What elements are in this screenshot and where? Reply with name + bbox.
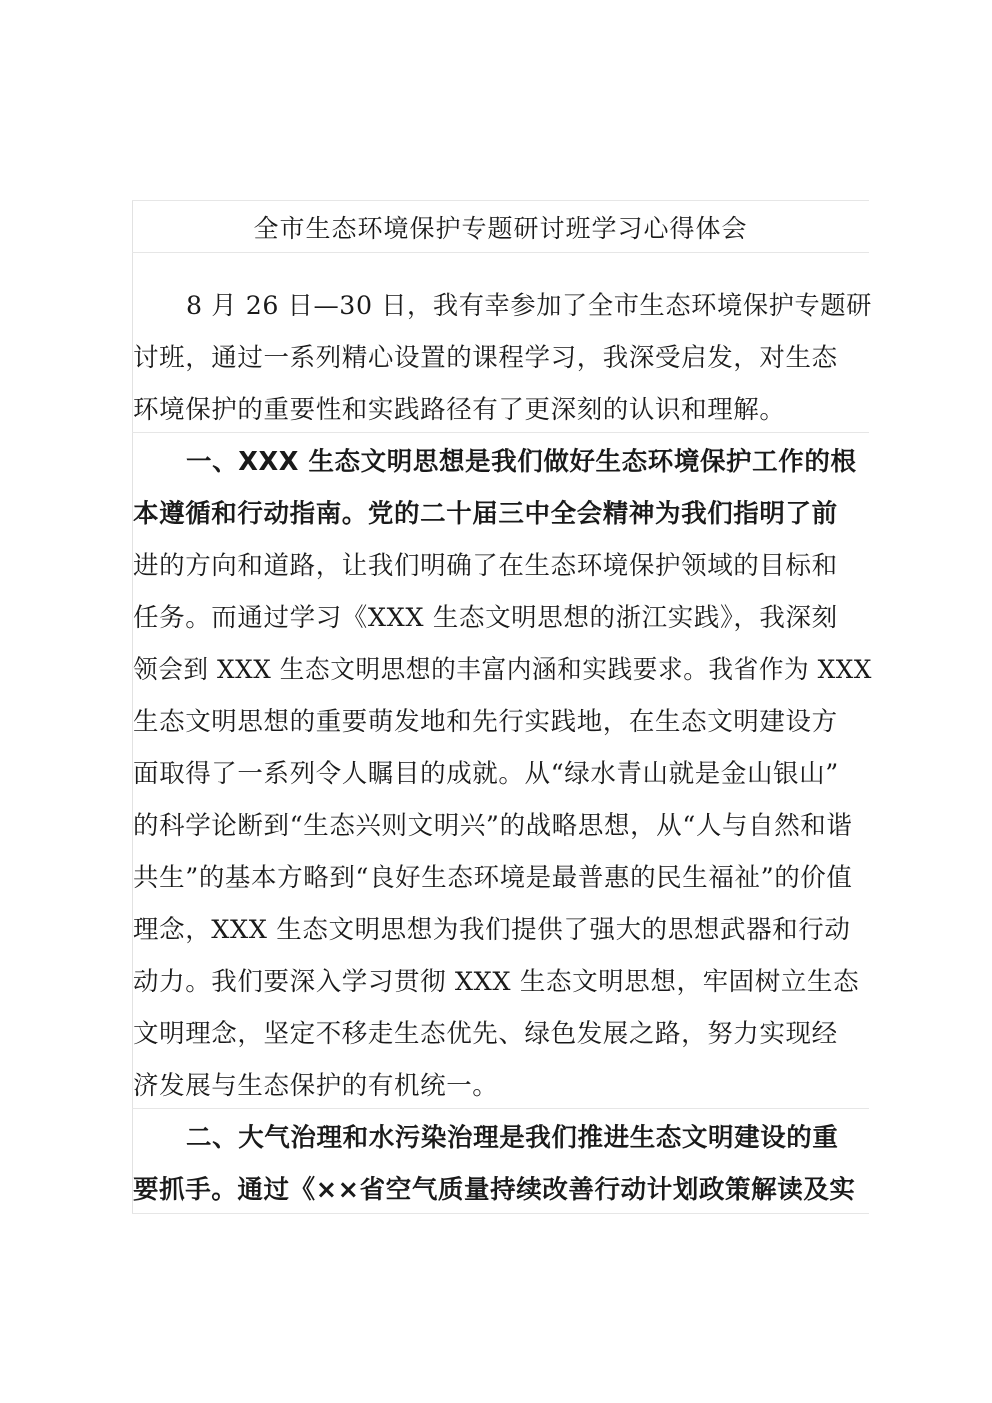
paragraph-line: 文明理念，坚定不移走生态优先、绿色发展之路，努力实现经 [133,1019,838,1049]
divider [132,1213,869,1214]
paragraph-line: 生态文明思想的重要萌发地和先行实践地，在生态文明建设方 [133,707,838,737]
paragraph-line: 动力。我们要深入学习贯彻 XXX 生态文明思想，牢固树立生态 [133,967,860,997]
divider [132,1108,869,1109]
divider [132,200,869,201]
paragraph-line: 的科学论断到“生态兴则文明兴”的战略思想，从“人与自然和谐 [133,811,853,841]
section-heading-line: 本遵循和行动指南。党的二十届三中全会精神为我们指明了前 [133,499,838,529]
divider [132,252,869,253]
paragraph-line: 领会到 XXX 生态文明思想的丰富内涵和实践要求。我省作为 XXX [133,655,873,685]
section-heading-line: 要抓手。通过《××省空气质量持续改善行动计划政策解读及实 [133,1175,856,1205]
section-heading-line: 一、XXX 生态文明思想是我们做好生态环境保护工作的根 [186,447,857,477]
document-title: 全市生态环境保护专题研讨班学习心得体会 [253,214,748,243]
paragraph-line: 理念，XXX 生态文明思想为我们提供了强大的思想武器和行动 [133,915,851,945]
paragraph-line: 济发展与生态保护的有机统一。 [133,1071,499,1101]
section-heading-line: 二、大气治理和水污染治理是我们推进生态文明建设的重 [186,1123,839,1153]
paragraph-line: 面取得了一系列令人瞩目的成就。从“绿水青山就是金山银山” [133,759,839,789]
divider [132,432,869,433]
paragraph-line: 进的方向和道路，让我们明确了在生态环境保护领域的目标和 [133,551,838,581]
paragraph-line: 任务。而通过学习《XXX 生态文明思想的浙江实践》，我深刻 [133,603,838,633]
paragraph-line: 共生”的基本方略到“良好生态环境是最普惠的民生福祉”的价值 [133,863,853,893]
paragraph-line: 环境保护的重要性和实践路径有了更深刻的认识和理解。 [133,395,786,425]
paragraph-line: 讨班，通过一系列精心设置的课程学习，我深受启发，对生态 [133,343,838,373]
paragraph-line: 8 月 26 日—30 日，我有幸参加了全市生态环境保护专题研 [186,291,873,321]
